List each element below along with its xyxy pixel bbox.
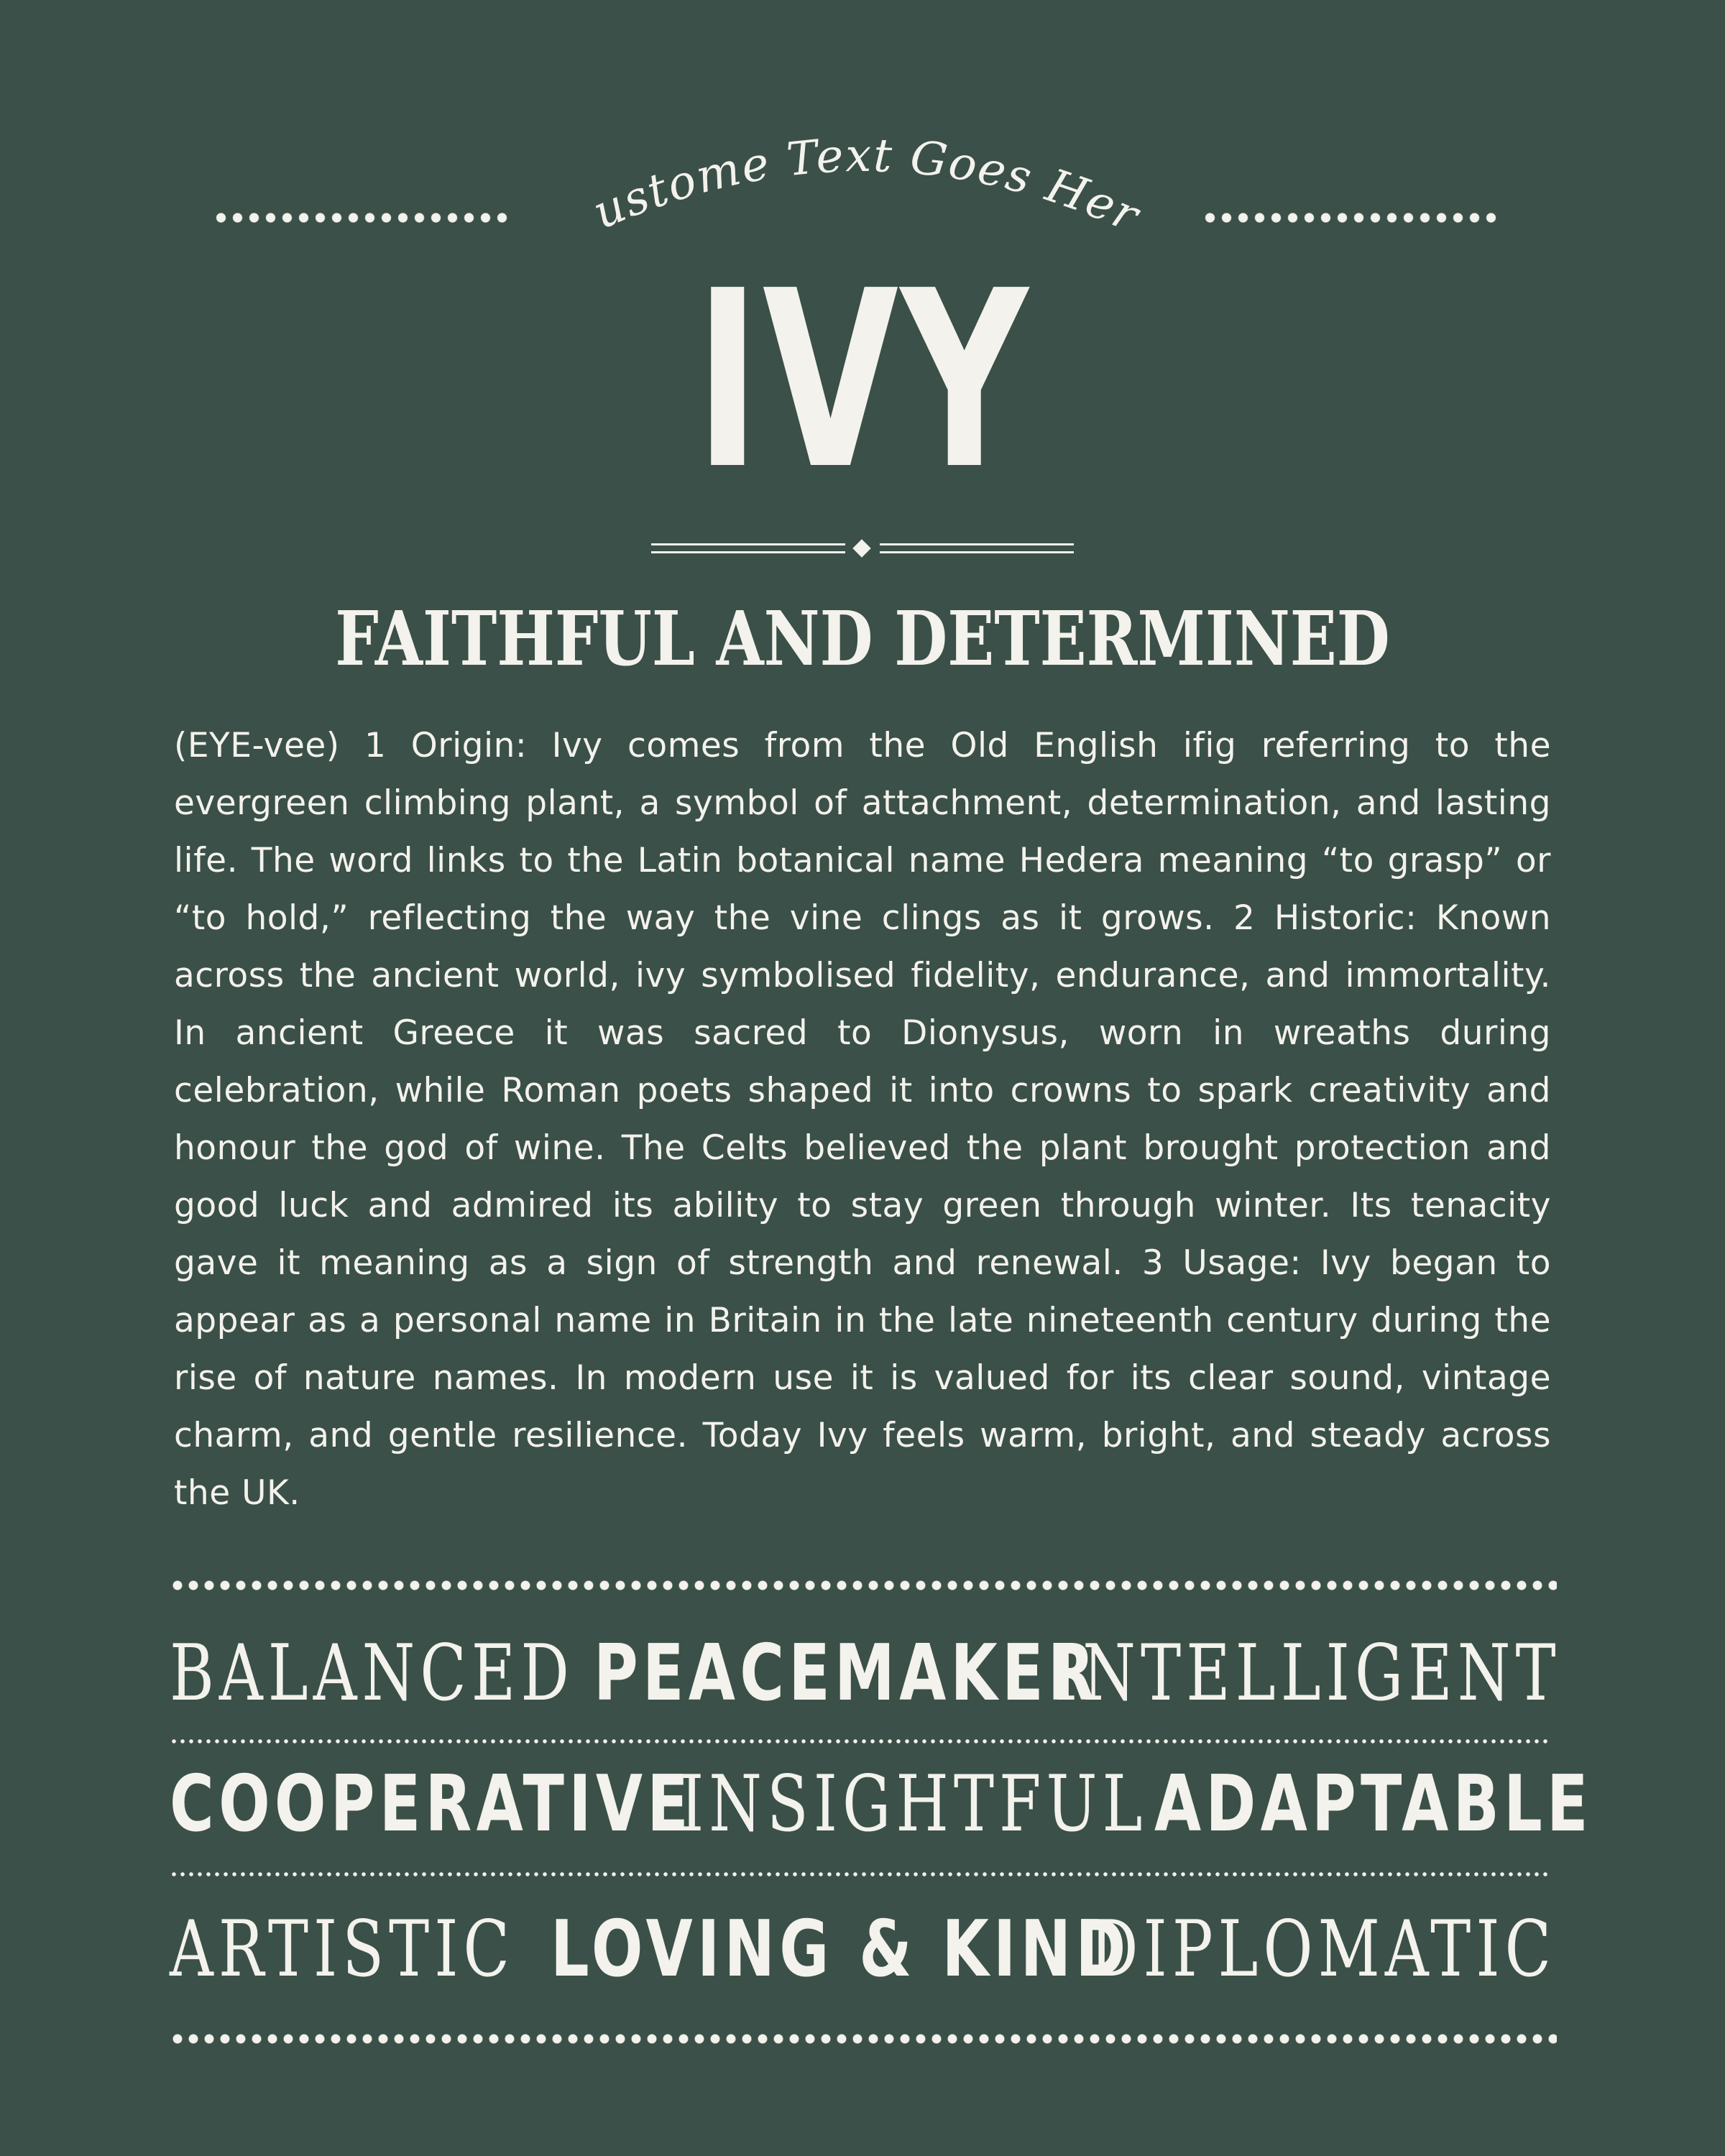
dotted-rule-traits-1 <box>170 1738 1550 1745</box>
trait-slot <box>594 1627 1099 1720</box>
dotted-rule-traits-top <box>170 1577 1557 1593</box>
custom-text-path: Custome Text Goes Here <box>571 79 1148 244</box>
trait-loving-and-kind: LOVING & KIND <box>551 1904 1131 1994</box>
trait-slot <box>1054 1627 1561 1720</box>
trait-balanced: BALANCED <box>170 1628 574 1718</box>
custom-text-arc <box>571 79 1148 244</box>
trait-adaptable: ADAPTABLE <box>1154 1759 1593 1849</box>
trait-slot <box>170 1903 543 1996</box>
trait-peacemaker: PEACEMAKER <box>594 1628 1099 1718</box>
trait-line-3 <box>170 1903 1557 1996</box>
trait-line-2 <box>170 1758 1593 1851</box>
trait-line-1 <box>170 1627 1561 1720</box>
custom-text-svg <box>571 79 1148 244</box>
trait-slot <box>680 1758 1148 1851</box>
trait-artistic: ARTISTIC <box>170 1904 515 1994</box>
name-meaning: FAITHFUL AND DETERMINED <box>335 594 1390 683</box>
trait-slot <box>1154 1758 1593 1851</box>
trait-slot <box>170 1627 572 1720</box>
trait-insightful: INSIGHTFUL <box>680 1759 1148 1849</box>
dotted-rule-traits-2 <box>170 1871 1550 1878</box>
divider-diamond-icon <box>852 539 870 557</box>
custom-text <box>571 79 1149 244</box>
trait-cooperative: COOPERATIVE <box>170 1759 694 1849</box>
trait-slot <box>1090 1903 1557 1996</box>
name-title: IVY <box>694 239 1031 523</box>
trait-intelligent: INTELLIGENT <box>1054 1628 1561 1718</box>
dotted-rule-top-left <box>213 210 509 226</box>
trait-diplomatic: DIPLOMATIC <box>1090 1904 1557 1994</box>
trait-slot <box>170 1758 694 1851</box>
divider-line-right <box>880 543 1074 553</box>
trait-slot <box>551 1903 1131 1996</box>
dotted-rule-top-right <box>1202 210 1498 226</box>
divider-line-left <box>651 543 845 553</box>
name-description: (EYE-vee) 1 Origin: Ivy comes from the Old English ifig referring to the evergreen climbing plant, a symbol of attachment, determination, and lasting life. The word links to the Latin botanical name Hedera meaning “to grasp” or “to hold,” reflecting the way the vine clings as it grows. 2 Historic: Known across the ancient world, ivy symbolised fidelity, endurance, and immortality. In ancient Greece it was sacred to Dionysus, worn in wreaths during celebration, while Roman poets shaped it into crowns to spark creativity and honour the god of wine. The Celts believed the plant brought protection and good luck and admired its ability to stay green through winter. Its tenacity gave it meaning as a sign of strength and renewal. 3 Usage: Ivy began to appear as a personal name in Britain in the late nineteenth century during the rise of nature names. In modern use it is valued for its clear sound, vintage charm, and gentle resilience. Today Ivy feels warm, bright, and steady across the UK. <box>174 726 1551 1513</box>
dotted-rule-traits-bottom <box>170 2031 1557 2047</box>
